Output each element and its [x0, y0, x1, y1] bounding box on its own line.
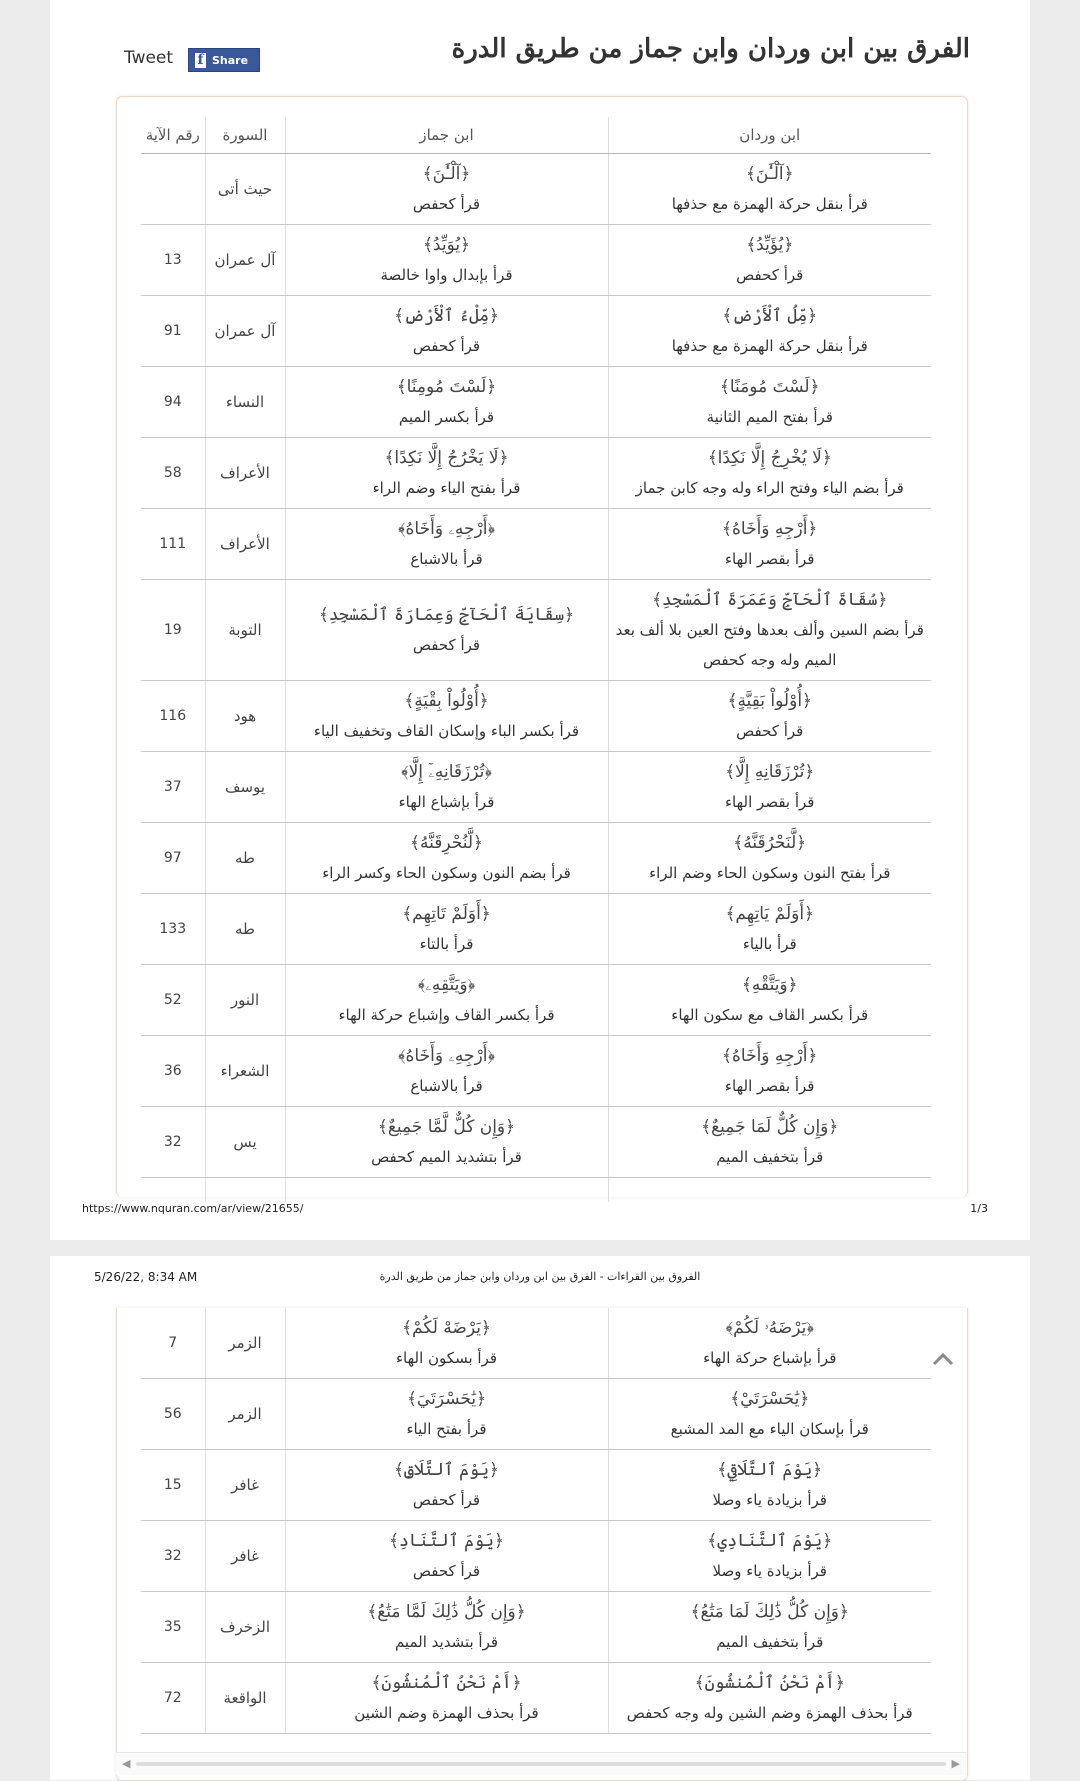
cell-ward [608, 225, 931, 296]
jammaz-quran-text: ﴿يَوْمَ ٱلتَّلَاقِ﴾ [393, 1460, 499, 1480]
page-title: الفرق بين ابن وردان وابن جماز من طريق الدرة [451, 34, 970, 64]
cell-sura [205, 580, 285, 681]
cell-sura [205, 1521, 285, 1592]
cell-jammaz [285, 752, 608, 823]
cell-ward [608, 965, 931, 1036]
ward-quran-text: ﴿يُؤَيِّدُ﴾ [746, 235, 794, 255]
table-card [116, 96, 968, 1197]
ward-quran-text: ﴿أَرْجِهِ وَأَخَاهُ﴾ [722, 519, 818, 539]
cell-ayah-num [141, 1308, 205, 1379]
readings-table-continued [141, 1308, 931, 1734]
sura-name: يس [233, 1133, 257, 1151]
cell-jammaz [285, 1521, 608, 1592]
ward-quran-text: ﴿لَا يُخْرِجُ إِلَّا نَكِدًا﴾ [707, 448, 832, 468]
jammaz-quran-text: ﴿تُرْزَقَانِهِۦٓ إِلَّا﴾ [401, 762, 492, 782]
cell-jammaz [285, 894, 608, 965]
ayah-number: 35 [163, 1619, 182, 1635]
ayah-number: 15 [163, 1477, 182, 1493]
table-row [141, 894, 931, 965]
ward-description: قرأ بقصر الهاء [725, 1077, 815, 1095]
cell-ward [608, 681, 931, 752]
table-row [141, 965, 931, 1036]
jammaz-description: قرأ كحفص [412, 337, 481, 355]
ayah-number: 116 [159, 708, 187, 724]
ward-quran-text: ﴿يَوْمَ ٱلتَّلَاقِي﴾ [717, 1460, 823, 1480]
cell-ayah-num [141, 367, 205, 438]
cell-ayah-num [141, 1521, 205, 1592]
table-row [141, 752, 931, 823]
sura-name: النساء [225, 393, 265, 411]
tweet-button[interactable]: Tweet [124, 48, 174, 68]
ward-quran-text: ﴿لَسْتَ مُومَنًا﴾ [719, 377, 820, 397]
scroll-to-top-button[interactable] [920, 1336, 966, 1382]
table-row [141, 1521, 931, 1592]
sura-name: النور [230, 991, 260, 1009]
jammaz-description: قرأ بفتح الياء وضم الراء [372, 479, 521, 497]
ward-quran-text: ﴿تُرْزَقَانِهِ إِلَّا﴾ [725, 762, 815, 782]
jammaz-quran-text: ﴿أَوَلَمْ تَاتِهِم﴾ [402, 904, 491, 924]
cell-sura [205, 1036, 285, 1107]
cell-jammaz [285, 367, 608, 438]
jammaz-quran-text: ﴿سِقَايَةَ ٱلْحَآجِّ وَعِمَارَةَ ٱلْمَسْجِدِ﴾ [318, 605, 575, 625]
cell-jammaz [285, 154, 608, 225]
cell-jammaz [285, 1450, 608, 1521]
cell-ward [608, 1036, 931, 1107]
sura-name: التوبة [228, 621, 262, 639]
ward-description: قرأ بالياء [742, 935, 797, 953]
cell-ayah-num [141, 752, 205, 823]
jammaz-quran-text: ﴿وَيَتَّقِهِۦ﴾ [417, 975, 476, 995]
ward-quran-text: ﴿مِّلُ ٱلْأَرْضِ﴾ [722, 306, 818, 326]
cell-ward [608, 438, 931, 509]
cell-sura [205, 1450, 285, 1521]
cell-jammaz [285, 438, 608, 509]
ayah-number: 7 [168, 1335, 178, 1351]
table-row [141, 509, 931, 580]
ward-quran-text: ﴿وَإِن كُلُّ ذَٰلِكَ لَمَا مَتَٰعُ﴾ [690, 1602, 849, 1622]
ayah-number: 72 [163, 1690, 182, 1706]
cell-ayah-num [141, 681, 205, 752]
cell-ward [608, 296, 931, 367]
ward-description: قرأ بنقل حركة الهمزة مع حذفها [671, 195, 868, 213]
jammaz-description: قرأ بالاشباع [410, 550, 483, 568]
cell-sura [205, 1107, 285, 1178]
cell-ayah-num [141, 154, 205, 225]
cell-sura [205, 1308, 285, 1379]
jammaz-quran-text: ﴿يَٰحَسْرَتَيَ﴾ [406, 1389, 487, 1409]
jammaz-quran-text: ﴿أُوْلُواْ بِقْيَةٍ﴾ [404, 691, 489, 711]
table-row-empty [141, 1178, 931, 1203]
cell-ayah-num [141, 894, 205, 965]
cell-ward [608, 1450, 931, 1521]
table-row [141, 1308, 931, 1379]
pdf-page-1 [50, 0, 1030, 1240]
horizontal-scrollbar[interactable] [116, 1752, 966, 1775]
sura-name: طه [235, 849, 255, 867]
jammaz-description: قرأ كحفص [412, 195, 481, 213]
cell-jammaz [285, 1036, 608, 1107]
jammaz-quran-text: ﴿لَسْتَ مُومِنًا﴾ [396, 377, 497, 397]
ward-quran-text: ﴿يَرْضَهُۥ لَكُمْ﴾ [725, 1318, 814, 1338]
cell-ward [608, 1592, 931, 1663]
jammaz-quran-text: ﴿لَّنُحْرِقَنَّهُ﴾ [410, 833, 483, 853]
jammaz-description: قرأ بالتاء [419, 935, 474, 953]
chevron-up-icon [932, 1352, 954, 1366]
jammaz-description: قرأ كحفص [412, 1562, 481, 1580]
cell-ayah-num [141, 1107, 205, 1178]
cell-jammaz [285, 1379, 608, 1450]
running-head: الفروق بين القراءات - الفرق بين ابن وردان وابن جماز من طريق الدرة [379, 1270, 701, 1283]
table-row [141, 225, 931, 296]
cell-jammaz [285, 1663, 608, 1734]
cell-ward [608, 1663, 931, 1734]
ward-description: قرأ بتخفيف الميم [716, 1148, 824, 1166]
jammaz-description: قرأ بكسر الميم [398, 408, 495, 426]
cell-sura [205, 1379, 285, 1450]
ward-quran-text: ﴿يَوْمَ ٱلتَّنَادِي﴾ [707, 1531, 833, 1551]
cell-jammaz [285, 823, 608, 894]
sura-name: غافر [231, 1476, 259, 1494]
table-row [141, 1592, 931, 1663]
ward-description: قرأ بحذف الهمزة وضم الشين وله وجه كحفص [626, 1704, 913, 1722]
jammaz-description: قرأ بإبدال واوا خالصة [380, 266, 513, 284]
sura-name: الشعراء [220, 1062, 270, 1080]
table-row [141, 580, 931, 681]
ward-description: قرأ بضم السين وألف بعدها وفتح العين بلا ألف بعد الميم وله وجه كحفص [615, 621, 924, 669]
ward-description: قرأ بقصر الهاء [725, 550, 815, 568]
ward-description: قرأ بفتح النون وسكون الحاء وضم الراء [649, 864, 891, 882]
table-row [141, 681, 931, 752]
facebook-icon: f [195, 53, 206, 68]
ayah-number: 13 [163, 252, 182, 268]
cell-sura [205, 1592, 285, 1663]
ward-quran-text: ﴿وَيَتَّقْهِ﴾ [741, 975, 798, 995]
ayah-number: 133 [159, 921, 187, 937]
ayah-number: 91 [163, 323, 182, 339]
ayah-number: 97 [163, 850, 182, 866]
ayah-number: 32 [163, 1134, 182, 1150]
ward-description: قرأ بكسر القاف مع سكون الهاء [671, 1006, 869, 1024]
ayah-number: 19 [163, 622, 182, 638]
ward-quran-text: ﴿آلْـَٰٔنَ﴾ [745, 164, 794, 184]
table-header-row [141, 117, 931, 154]
jammaz-description: قرأ بتشديد الميم [394, 1633, 499, 1651]
sura-name: الزمر [228, 1405, 262, 1423]
table-row [141, 1107, 931, 1178]
sura-name: الزمر [228, 1334, 262, 1352]
print-date: 5/26/22, 8:34 AM [94, 1270, 198, 1284]
ayah-number: 94 [163, 394, 182, 410]
cell-ayah-num [141, 1663, 205, 1734]
cell-jammaz [285, 225, 608, 296]
empty-cell [285, 1178, 608, 1203]
sura-name: آل عمران [214, 322, 276, 340]
jammaz-description: قرأ بكسر القاف وإشباع حركة الهاء [338, 1006, 555, 1024]
cell-sura [205, 894, 285, 965]
ayah-number: 36 [163, 1063, 182, 1079]
footer-page-number: 1/3 [970, 1202, 988, 1215]
cell-sura [205, 367, 285, 438]
table-row [141, 438, 931, 509]
header-ward: ابن وردان [608, 117, 931, 154]
cell-ward [608, 154, 931, 225]
sura-name: آل عمران [214, 251, 276, 269]
jammaz-quran-text: ﴿يَوْمَ ٱلتَّنَادِ﴾ [389, 1531, 504, 1551]
jammaz-description: قرأ بالاشباع [410, 1077, 483, 1095]
sura-name: الزخرف [219, 1618, 271, 1636]
cell-sura [205, 438, 285, 509]
ward-description: قرأ بفتح الميم الثانية [706, 408, 833, 426]
scroll-left-icon[interactable]: ◀ [122, 1757, 131, 1770]
sura-name: غافر [231, 1547, 259, 1565]
table-row [141, 1379, 931, 1450]
jammaz-description: قرأ بحذف الهمزة وضم الشين [354, 1704, 539, 1722]
ward-description: قرأ بإشباع حركة الهاء [703, 1349, 837, 1367]
cell-ayah-num [141, 823, 205, 894]
ward-description: قرأ بنقل حركة الهمزة مع حذفها [671, 337, 868, 355]
ward-description: قرأ بتخفيف الميم [716, 1633, 824, 1651]
jammaz-quran-text: ﴿لَا يَخْرُجُ إِلَّا نَكِدًا﴾ [384, 448, 509, 468]
cell-jammaz [285, 1308, 608, 1379]
cell-ward [608, 1308, 931, 1379]
jammaz-description: قرأ بضم النون وسكون الحاء وكسر الراء [322, 864, 571, 882]
sura-name: حيث أتى [217, 180, 273, 198]
readings-table [141, 117, 931, 1202]
jammaz-quran-text: ﴿يَرْضَهْ لَكُمْ﴾ [402, 1318, 491, 1338]
cell-jammaz [285, 965, 608, 1036]
table-row [141, 296, 931, 367]
jammaz-quran-text: ﴿يُوَيِّدُ﴾ [422, 235, 471, 255]
ward-description: قرأ بضم الياء وفتح الراء وله وجه كابن جماز [635, 479, 904, 497]
jammaz-quran-text: ﴿وَإِن كُلٌّ لَّمَّا جَمِيعٌ﴾ [377, 1117, 516, 1137]
jammaz-quran-text: ﴿آلْـَٰٔنَ﴾ [422, 164, 471, 184]
ward-description: قرأ كحفص [736, 266, 804, 284]
header-ayah-num: رقم الآية [141, 117, 205, 154]
cell-sura [205, 509, 285, 580]
cell-sura [205, 296, 285, 367]
cell-jammaz [285, 681, 608, 752]
ayah-number: 111 [159, 536, 187, 552]
table-row [141, 823, 931, 894]
jammaz-quran-text: ﴿أَمْ نَحْنُ ٱلْمُنشُونَ﴾ [371, 1673, 522, 1693]
ward-quran-text: ﴿سُقَاةَ ٱلْحَآجِّ وَعَمَرَةَ ٱلْمَسْجِدِ﴾ [652, 590, 888, 610]
ayah-number: 56 [163, 1406, 182, 1422]
cell-sura [205, 965, 285, 1036]
table-row [141, 154, 931, 225]
ward-description: قرأ بزيادة ياء وصلا [712, 1562, 827, 1580]
cell-ayah-num [141, 1036, 205, 1107]
cell-ayah-num [141, 965, 205, 1036]
cell-ayah-num [141, 509, 205, 580]
footer-url: https://www.nquran.com/ar/view/21655/ [82, 1202, 304, 1215]
empty-cell [205, 1178, 285, 1203]
jammaz-description: قرأ بسكون الهاء [395, 1349, 498, 1367]
cell-ayah-num [141, 580, 205, 681]
cell-sura [205, 823, 285, 894]
cell-ayah-num [141, 438, 205, 509]
cell-ayah-num [141, 1450, 205, 1521]
cell-jammaz [285, 296, 608, 367]
table-row [141, 1450, 931, 1521]
cell-ward [608, 752, 931, 823]
cell-ward [608, 367, 931, 438]
ward-description: قرأ بإسكان الياء مع المد المشبع [670, 1420, 869, 1438]
share-label: Share [212, 53, 249, 67]
ayah-number: 58 [163, 465, 182, 481]
ward-quran-text: ﴿يَٰحَسْرَتَيْ﴾ [730, 1389, 810, 1409]
cell-sura [205, 752, 285, 823]
scroll-right-icon[interactable]: ▶ [951, 1757, 960, 1770]
ayah-number: 52 [163, 992, 182, 1008]
jammaz-quran-text: ﴿مِّلْءُ ٱلْأَرْضِ﴾ [393, 306, 499, 326]
cell-jammaz [285, 1592, 608, 1663]
cell-sura [205, 154, 285, 225]
jammaz-description: قرأ كحفص [412, 636, 481, 654]
cell-ward [608, 1107, 931, 1178]
cell-ward [608, 894, 931, 965]
ward-description: قرأ كحفص [736, 722, 804, 740]
cell-sura [205, 1663, 285, 1734]
sura-name: هود [233, 707, 257, 725]
jammaz-description: قرأ بتشديد الميم كحفص [371, 1148, 522, 1166]
ward-quran-text: ﴿لَّنَحْرُقَنَّهُ﴾ [733, 833, 807, 853]
table-row [141, 1036, 931, 1107]
cell-ayah-num [141, 1592, 205, 1663]
ward-quran-text: ﴿أَوَلَمْ يَاتِهِم﴾ [725, 904, 815, 924]
cell-ayah-num [141, 225, 205, 296]
pdf-page-2 [50, 1256, 1030, 1780]
header-sura: السورة [205, 117, 285, 154]
table-row [141, 1663, 931, 1734]
empty-cell [141, 1178, 205, 1203]
scrollbar-thumb[interactable] [136, 1762, 946, 1766]
cell-ward [608, 1521, 931, 1592]
empty-cell [608, 1178, 931, 1203]
cell-jammaz [285, 580, 608, 681]
cell-ward [608, 580, 931, 681]
facebook-share-button[interactable] [188, 48, 260, 72]
ward-quran-text: ﴿أُوْلُواْ بَقِيَّةٍ﴾ [727, 691, 813, 711]
cell-ayah-num [141, 1379, 205, 1450]
cell-ward [608, 509, 931, 580]
sura-name: الأعراف [220, 464, 270, 482]
cell-ayah-num [141, 296, 205, 367]
cell-sura [205, 225, 285, 296]
header-jammaz: ابن جماز [285, 117, 608, 154]
sura-name: يوسف [224, 778, 266, 796]
cell-jammaz [285, 509, 608, 580]
sura-name: طه [235, 920, 255, 938]
jammaz-quran-text: ﴿أَرْجِهِۦ وَأَخَاهُ﴾ [397, 1046, 495, 1066]
cell-sura [205, 681, 285, 752]
jammaz-description: قرأ بإشباع الهاء [398, 793, 495, 811]
cell-ward [608, 823, 931, 894]
cell-jammaz [285, 1107, 608, 1178]
cell-ward [608, 1379, 931, 1450]
table-row [141, 367, 931, 438]
ward-quran-text: ﴿وَإِن كُلٌّ لَمَا جَمِيعٌ﴾ [701, 1117, 839, 1137]
ward-quran-text: ﴿أَرْجِهِ وَأَخَاهُ﴾ [722, 1046, 818, 1066]
jammaz-description: قرأ بكسر الباء وإسكان القاف وتخفيف الياء [313, 722, 580, 740]
jammaz-description: قرأ كحفص [412, 1491, 481, 1509]
ward-description: قرأ بزيادة ياء وصلا [712, 1491, 827, 1509]
sura-name: الواقعة [223, 1689, 267, 1707]
ward-quran-text: ﴿أَمْ نَحْنُ ٱلْمُنشُونَ﴾ [694, 1673, 845, 1693]
ward-description: قرأ بقصر الهاء [725, 793, 815, 811]
table-card-continued [116, 1308, 968, 1781]
jammaz-quran-text: ﴿أَرْجِهِۦ وَأَخَاهُ﴾ [397, 519, 495, 539]
jammaz-description: قرأ بفتح الياء [406, 1420, 487, 1438]
ayah-number: 32 [163, 1548, 182, 1564]
jammaz-quran-text: ﴿وَإِن كُلُّ ذَٰلِكَ لَمَّا مَتَٰعُ﴾ [367, 1602, 526, 1622]
ayah-number: 37 [163, 779, 182, 795]
sura-name: الأعراف [220, 535, 270, 553]
